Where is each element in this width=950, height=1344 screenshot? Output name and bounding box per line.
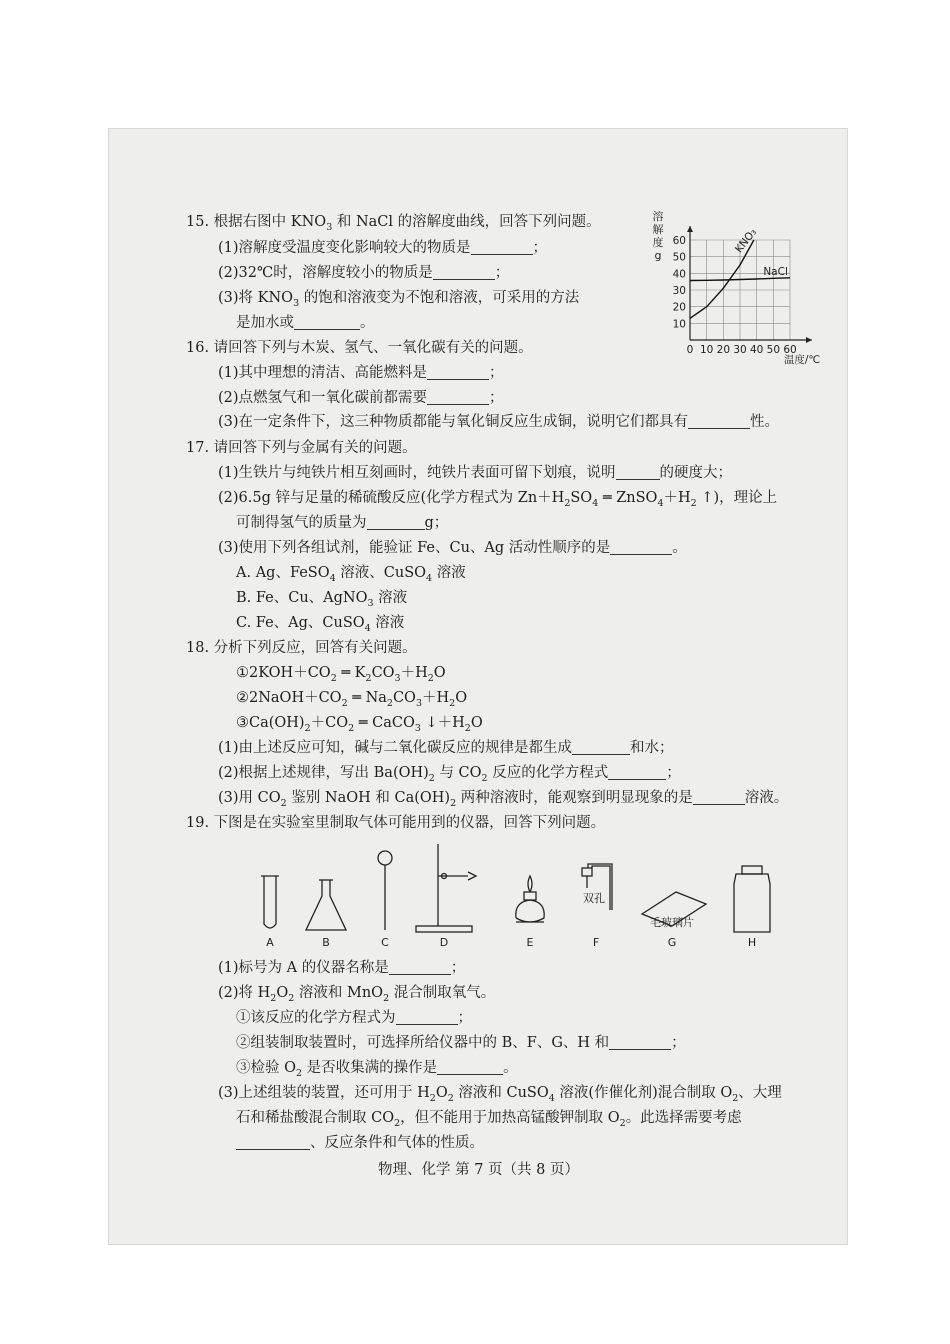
- q16-part3: (3)在一定条件下，这三种物质都能与氧化铜反应生成铜，说明它们都具有 性。: [218, 414, 780, 430]
- q19-part2a: ①该反应的化学方程式为 ；: [236, 1010, 472, 1026]
- apparatus-label-b: B: [322, 936, 330, 949]
- q19-part2b: ②组装制取装置时，可选择所给仪器中的 B、F、G、H 和 ；: [236, 1035, 686, 1051]
- alcohol-lamp-icon: [516, 876, 544, 922]
- q17-option-c: C. Fe、Ag、CuSO$_4$ 溶液: [236, 615, 405, 634]
- q18-title: 18. 分析下列反应，回答有关问题。: [186, 640, 417, 656]
- q18-reaction-3: $③Ca(OH)_2+CO_2$ ═ CaCO$_3$ $↓+H_2O$: [236, 715, 483, 734]
- q19-part3c: 、反应条件和气体的性质。: [236, 1133, 484, 1153]
- y-axis-label: 度: [652, 236, 664, 249]
- y-tick-label: 40: [672, 268, 686, 281]
- q18-part2: (2)根据上述规律，写出 $Ba(OH)_2$ 与 $CO_2$ 反应的化学方程式 ；: [218, 765, 681, 784]
- x-tick-label: 40: [749, 344, 764, 356]
- apparatus-label-f: F: [592, 936, 600, 949]
- q15-part3b: 是加水或 。: [236, 315, 375, 331]
- q16-part1: (1)其中理想的清洁、高能燃料是 ；: [218, 365, 504, 381]
- gas-jar-icon: [734, 866, 770, 932]
- y-tick-label: 30: [672, 285, 686, 297]
- funnel-icon: [378, 851, 392, 930]
- q19-part3a: (3)上述组装的装置，还可用于 $H_2O_2$ 溶液和 CuSO$_4$ 溶液(作催化剂)混合制取 $O_2$、大理: [218, 1085, 782, 1104]
- q15-title: 15. 根据右图中 $KNO_3$ 和 NaCl 的溶解度曲线，回答下列问题。: [186, 214, 601, 233]
- series-label-kno3: KNO₃: [732, 226, 760, 256]
- x-tick-label: 20: [716, 344, 731, 356]
- q17-part2b: 可制得氢气的质量为 g；: [236, 515, 449, 531]
- y-tick-label: 60: [672, 235, 686, 247]
- answer-blank[interactable]: [693, 789, 745, 805]
- apparatus-label-a: A: [266, 936, 274, 949]
- apparatus-label-e: E: [526, 936, 534, 949]
- iron-stand-icon: [416, 844, 476, 932]
- answer-blank[interactable]: [609, 1034, 671, 1050]
- q16-part2: (2)点燃氢气和一氧化碳前都需要 ；: [218, 390, 504, 406]
- answer-blank[interactable]: [616, 464, 660, 480]
- x-tick-label: 0: [686, 344, 694, 356]
- series-label-nacl: NaCl: [763, 266, 788, 278]
- q18-reaction-2: $②2NaOH+CO_2$ ═ $Na_2CO_3+H_2O$: [236, 690, 468, 709]
- x-tick-label: 30: [733, 344, 747, 356]
- q19-part2c: ③检验 $O_2$ 是否收集满的操作是 。: [236, 1060, 518, 1079]
- q15-part3: (3)将 $KNO_3$ 的饱和溶液变为不饱和溶液，可采用的方法: [218, 290, 580, 309]
- answer-blank[interactable]: [389, 959, 451, 975]
- q18-part1: (1)由上述反应可知，碱与二氧化碳反应的规律是都生成 和水；: [218, 740, 674, 756]
- conical-flask-icon: [306, 880, 346, 930]
- q15-part1: (1)溶解度受温度变化影响较大的物质是 ；: [218, 240, 548, 256]
- test-tube-icon: [261, 876, 279, 928]
- answer-blank[interactable]: [433, 264, 495, 280]
- x-axis-label: 温度/℃: [783, 354, 821, 366]
- q19-part3b: 石和稀盐酸混合制取 $CO_2$，但不能用于加热高锰酸钾制取 $O_2$。此选择需要考虑: [236, 1110, 742, 1129]
- q17-option-b: B. Fe、Cu、AgNO$_3$ 溶液: [236, 590, 408, 609]
- x-tick-label: 60: [783, 344, 797, 356]
- q19-part2: (2)将 $H_2O_2$ 溶液和 MnO$_2$ 混合制取氧气。: [218, 985, 496, 1004]
- answer-blank[interactable]: [294, 314, 360, 330]
- page-footer: 物理、化学 第 7 页（共 8 页）: [378, 1162, 579, 1178]
- answer-blank[interactable]: [427, 364, 489, 380]
- answer-blank[interactable]: [437, 1059, 503, 1075]
- y-tick-label: 50: [672, 251, 686, 264]
- answer-blank[interactable]: [427, 389, 489, 405]
- answer-blank[interactable]: [471, 239, 533, 255]
- q15-part2: (2)32℃时，溶解度较小的物质是 ；: [218, 265, 510, 281]
- q19-part1: (1)标号为 A 的仪器名称是 ；: [218, 960, 466, 976]
- q17-part1: (1)生铁片与纯铁片相互刻画时，纯铁片表面可留下划痕，说明 的硬度大；: [218, 465, 733, 481]
- q17-part2: (2)6.5g 锌与足量的稀硫酸反应(化学方程式为 $Zn+H_2SO_4$ ═ $ZnSO_4+H_2$ ↑)，理论上: [218, 490, 778, 509]
- answer-blank[interactable]: [688, 413, 750, 429]
- answer-blank[interactable]: [610, 539, 672, 555]
- answer-blank[interactable]: [236, 1134, 310, 1150]
- x-axis-arrow: [806, 337, 812, 343]
- q17-part3: (3)使用下列各组试剂，能验证 Fe、Cu、Ag 活动性顺序的是 。: [218, 540, 687, 556]
- apparatus-label-g: G: [667, 936, 677, 949]
- solubility-chart: [644, 206, 824, 368]
- f-note-label: 双孔: [583, 892, 605, 905]
- x-tick-label: 10: [699, 344, 714, 356]
- y-axis-label: 解: [652, 223, 664, 236]
- x-tick-label: 50: [766, 344, 781, 356]
- answer-blank[interactable]: [396, 1009, 458, 1025]
- q18-part3: (3)用 $CO_2$ 鉴别 NaOH 和 $Ca(OH)_2$ 两种溶液时，能观察到明显现象的是 溶液。: [218, 790, 789, 809]
- lab-apparatus-figure: [230, 838, 810, 958]
- answer-blank[interactable]: [608, 764, 666, 780]
- y-axis-label: g: [654, 249, 662, 262]
- y-tick-label: 20: [672, 301, 686, 314]
- q17-title: 17. 请回答下列与金属有关的问题。: [186, 440, 417, 456]
- g-note-label: 毛玻璃片: [650, 916, 694, 929]
- q17-option-a: A. Ag、FeSO$_4$ 溶液、CuSO$_4$ 溶液: [236, 565, 466, 584]
- apparatus-label-d: D: [439, 936, 449, 949]
- q18-reaction-1: $①2KOH+CO_2$ ═ $K_2CO_3+H_2O$: [236, 665, 446, 684]
- y-axis-label: 溶: [652, 210, 664, 223]
- y-axis-arrow: [687, 226, 693, 232]
- apparatus-label-c: C: [381, 936, 389, 949]
- answer-blank[interactable]: [367, 514, 425, 530]
- apparatus-label-h: H: [747, 936, 757, 949]
- answer-blank[interactable]: [572, 739, 630, 755]
- q16-title: 16. 请回答下列与木炭、氢气、一氧化碳有关的问题。: [186, 340, 533, 356]
- q19-title: 19. 下图是在实验室里制取气体可能用到的仪器，回答下列问题。: [186, 815, 606, 831]
- y-tick-label: 10: [672, 318, 686, 331]
